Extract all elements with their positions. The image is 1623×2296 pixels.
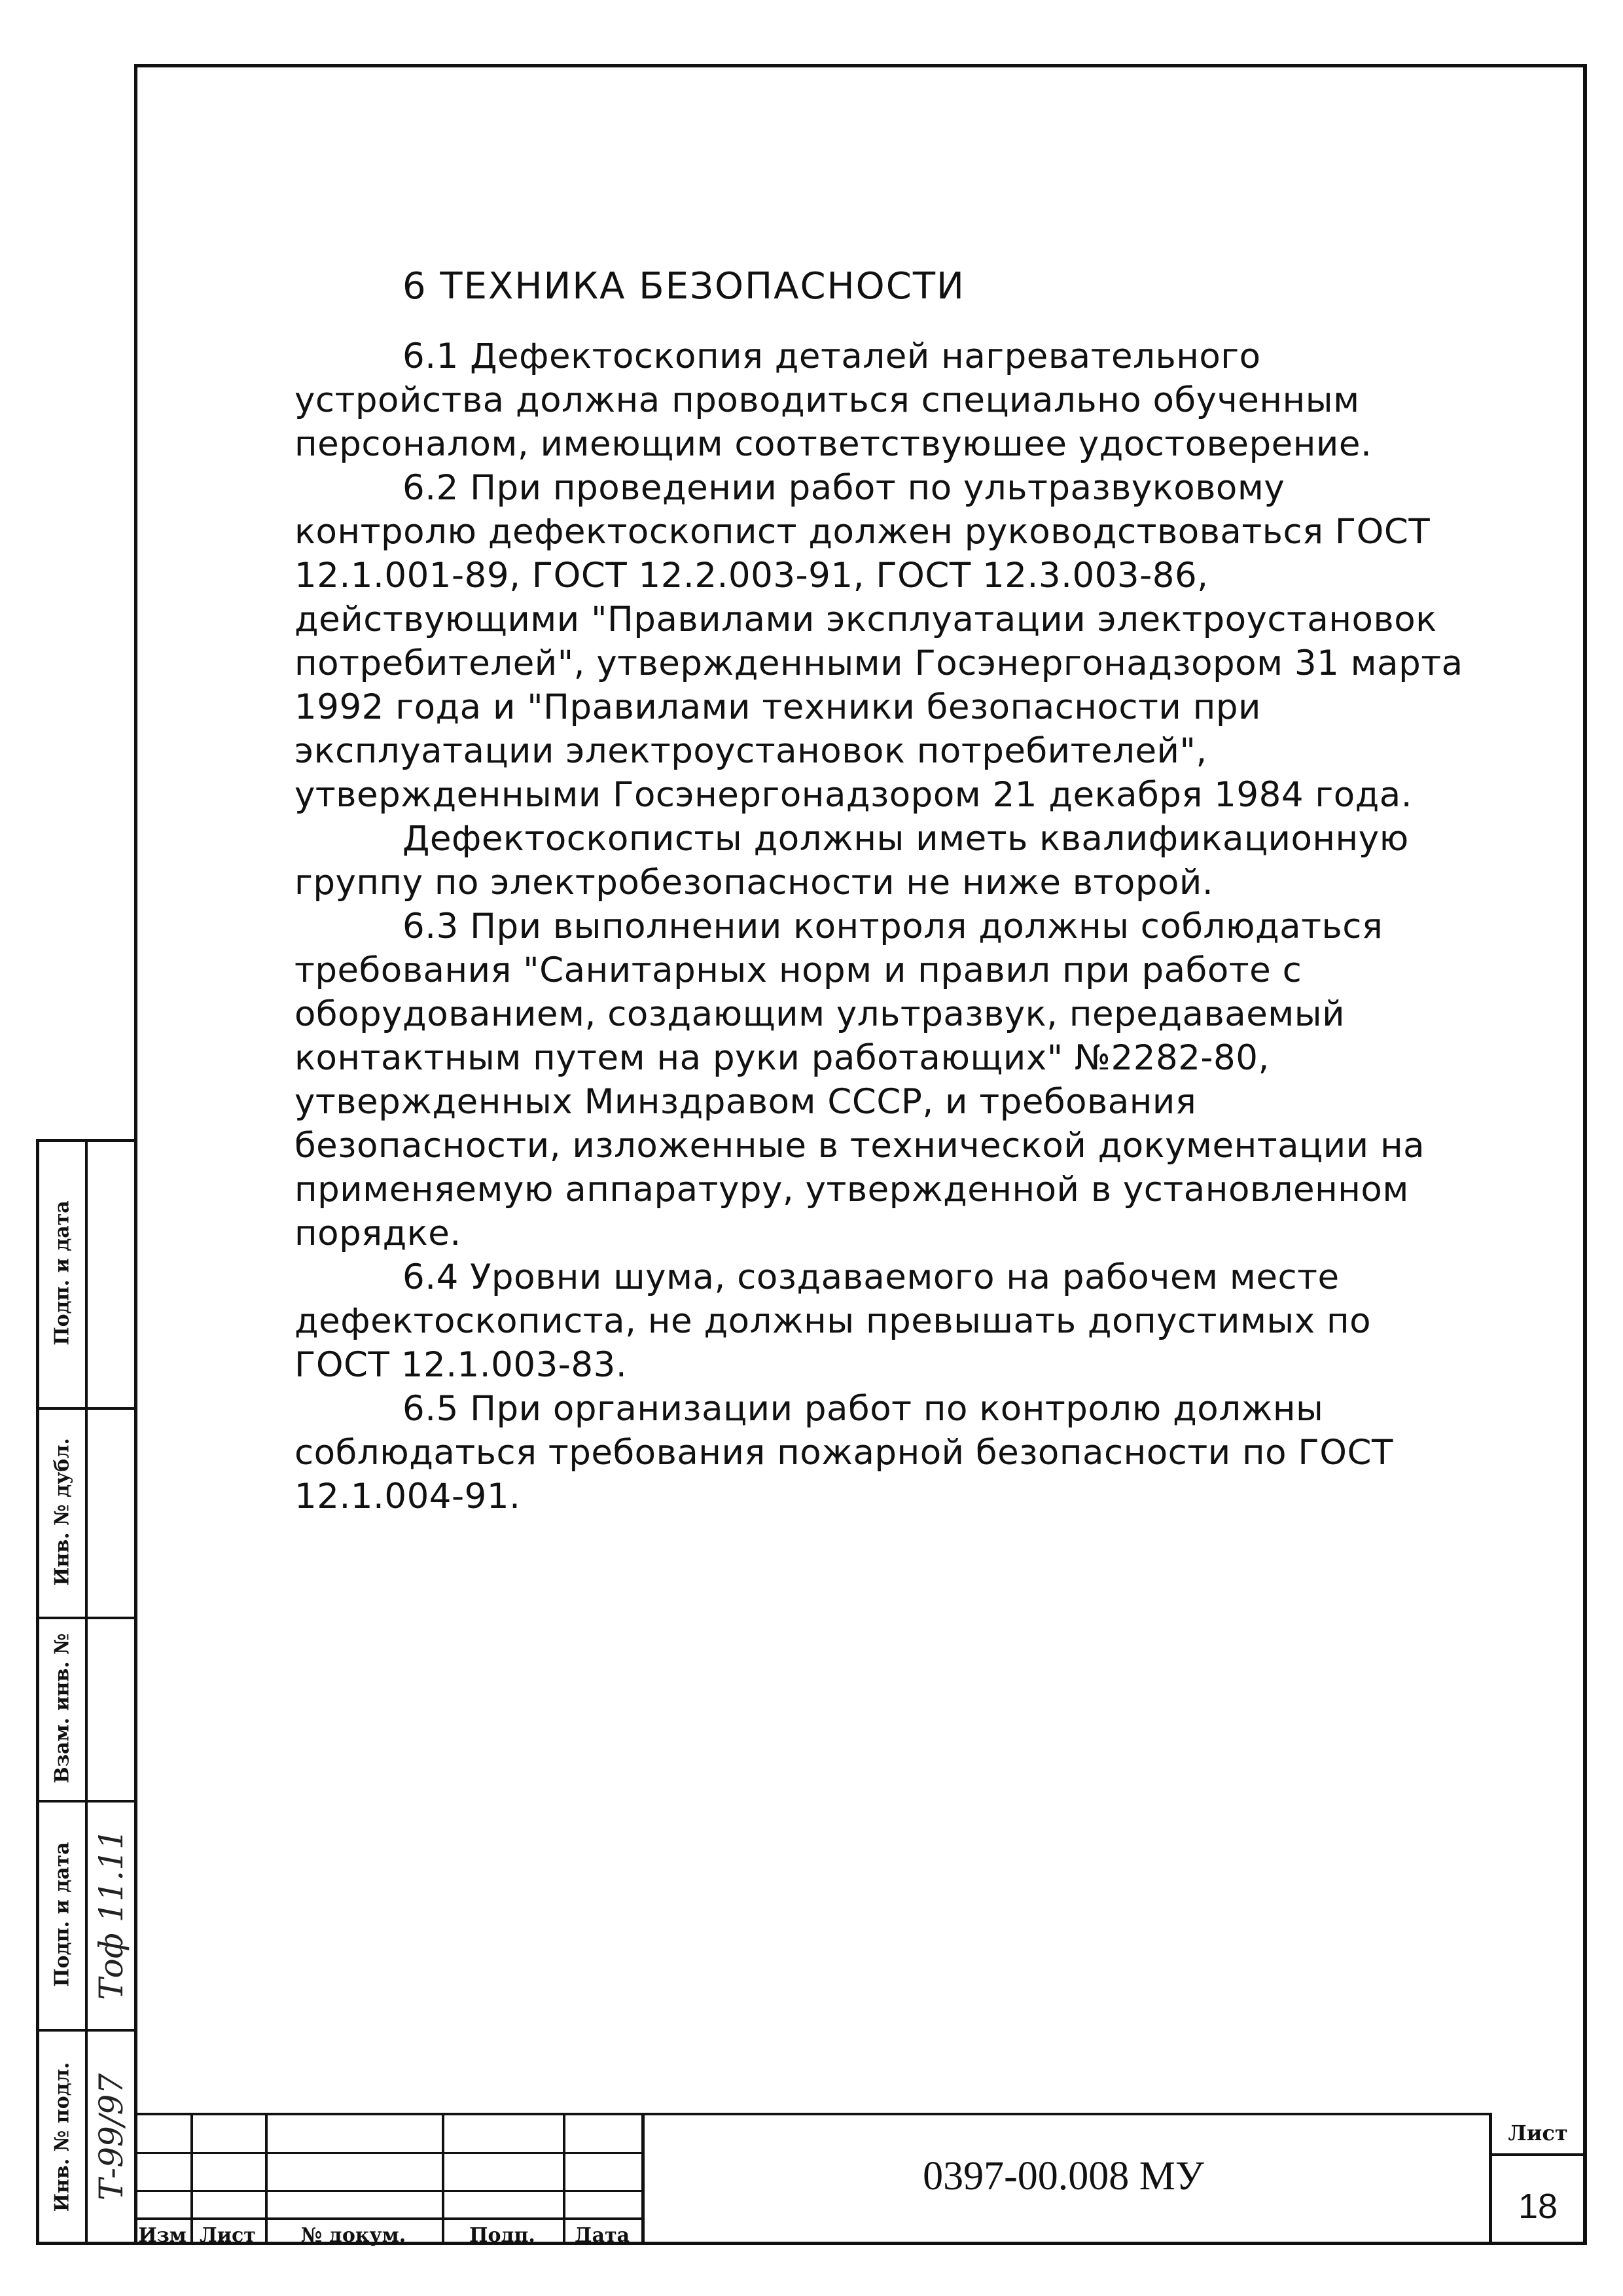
col-doc-number: № докум. <box>300 2224 406 2247</box>
label-inv-orig: Инв. № подл. <box>50 2062 74 2212</box>
label-replace-inv: Взам. инв. № <box>50 1633 74 1784</box>
col-change: Изм <box>138 2224 187 2247</box>
col-date: Дата <box>574 2224 630 2247</box>
sheet-label: Лист <box>1508 2121 1568 2145</box>
document-body <box>294 264 1472 1518</box>
sheet-number: 18 <box>1518 2187 1558 2226</box>
side-stamp <box>36 1139 134 2245</box>
col-sheet: Лист <box>200 2224 256 2247</box>
paragraph-6-1: 6.1 Дефектоскопия деталей нагревательного устройства должна проводиться специально обученным персоналом, имеющим соответствуюшее удостоверение. <box>294 336 1372 464</box>
section-heading: 6 ТЕХНИКА БЕЗОПАСНОСТИ <box>402 265 965 308</box>
paragraph-qualification: Дефектоскописты должны иметь квалификационную группу по электробезопасности не ниже второй. <box>294 819 1409 903</box>
label-inv-dupl: Инв. № дубл. <box>50 1438 74 1586</box>
paragraph-6-2: 6.2 При проведении работ по ультразвуковому контролю дефектоскопист должен руководствоваться ГОСТ 12.1.001-89, ГОСТ 12.2.003-91, ГОСТ 12.3.003-86, действующими "Правилами эксплуатации электроустановок потребителей", утвержденными Госэнергонадзором 31 марта 1992 года и "Правилами техники безопасности при эксплуатации электроустановок потребителей", утвержденными Госэнергонадзором 21 декабря 1984 года. <box>294 468 1463 815</box>
label-sign-date-2: Подп. и дата <box>50 1842 74 1987</box>
paragraph-6-5: 6.5 При организации работ по контролю должны соблюдаться требования пожарной безопасности по ГОСТ 12.1.004-91. <box>294 1389 1393 1516</box>
label-sign-date-1: Подп. и дата <box>50 1200 74 1346</box>
handwritten-inventory-number: Т-99/97 <box>92 2073 130 2201</box>
document-code: 0397-00.008 МУ <box>923 2154 1204 2198</box>
handwritten-signature-date: Тоф 11.11 <box>92 1829 130 2000</box>
paragraph-6-4: 6.4 Уровни шума, создаваемого на рабочем месте дефектоскописта, не должны превышать допустимых по ГОСТ 12.1.003-83. <box>294 1257 1372 1385</box>
paragraph-6-3: 6.3 При выполнении контроля должны соблюдаться требования "Санитарных норм и правил при работе с оборудованием, создающим ультразвук, передаваемый контактным путем на руки работающих" №2282-80, утвержденных Минздравом СССР, и требования безопасности, изложенные в технической документации на применяемую аппаратуру, утвержденной в установленном порядке. <box>294 906 1425 1253</box>
col-signature: Подп. <box>469 2224 535 2247</box>
